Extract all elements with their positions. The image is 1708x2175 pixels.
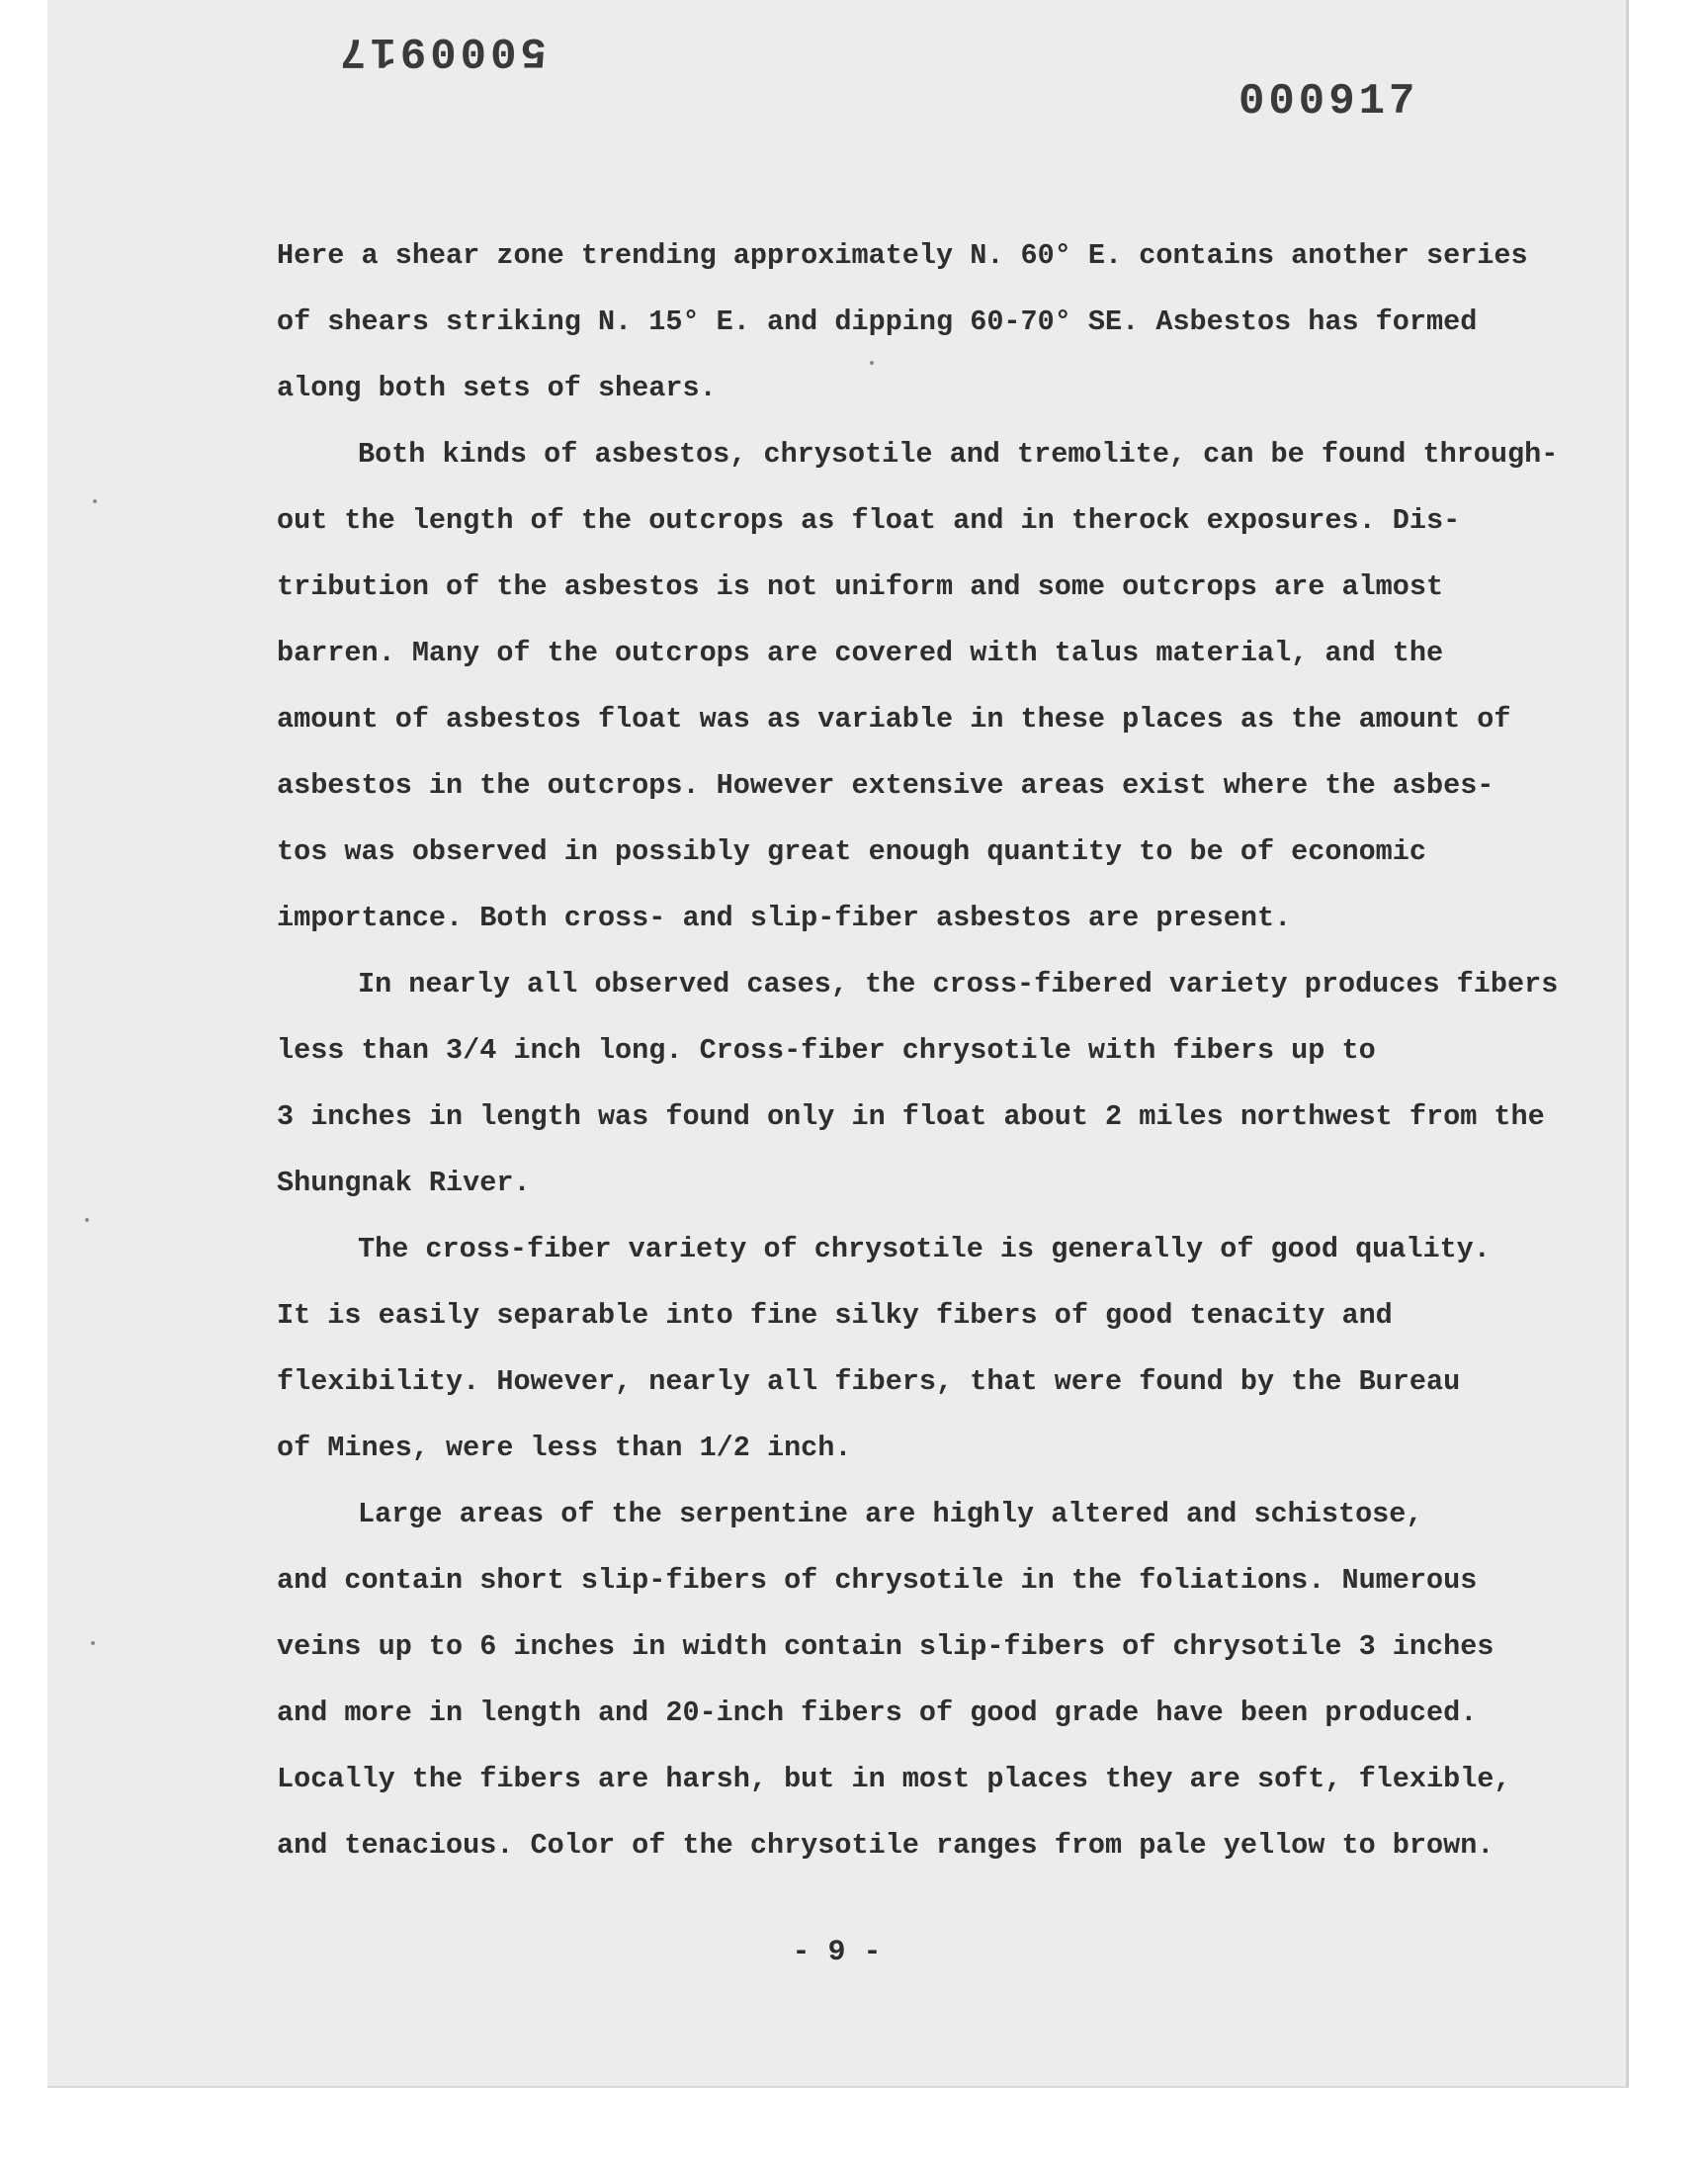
text-line: Both kinds of asbestos, chrysotile and tremolite, can be found through- [358, 438, 1559, 471]
text-line: asbestos in the outcrops. However extensive areas exist where the asbes- [277, 769, 1494, 802]
paragraph-4 [277, 1216, 1601, 1481]
text-line: along both sets of shears. [277, 372, 717, 404]
text-line: amount of asbestos float was as variable in these places as the amount of [277, 703, 1511, 736]
text-line: tribution of the asbestos is not uniform and some outcrops are almost [277, 570, 1444, 603]
body-text [277, 222, 1601, 1878]
text-line: veins up to 6 inches in width contain slip-fibers of chrysotile 3 inches [277, 1630, 1494, 1663]
text-line: barren. Many of the outcrops are covered with talus material, and the [277, 637, 1444, 669]
text-line: and tenacious. Color of the chrysotile ranges from pale yellow to brown. [277, 1829, 1494, 1862]
text-line: less than 3/4 inch long. Cross-fiber chrysotile with fibers up to [277, 1034, 1376, 1067]
document-page [47, 0, 1629, 2088]
text-line: In nearly all observed cases, the cross-fibered variety produces fibers [358, 968, 1559, 1000]
text-line: 3 inches in length was found only in float about 2 miles northwest from the [277, 1100, 1545, 1133]
scan-speck [93, 499, 97, 503]
scan-speck [91, 1641, 95, 1645]
archive-stamp-top: 5000917 [336, 26, 547, 75]
paragraph-2 [277, 421, 1601, 951]
scan-speck [870, 361, 874, 365]
text-line: flexibility. However, nearly all fibers, that were found by the Bureau [277, 1365, 1461, 1398]
paragraph-5 [277, 1481, 1601, 1878]
archive-stamp-right: 000917 [1238, 77, 1419, 127]
text-line: out the length of the outcrops as float and in therock exposures. Dis- [277, 504, 1461, 537]
text-line: of shears striking N. 15° E. and dipping 60-70° SE. Asbestos has formed [277, 305, 1478, 338]
text-line: and more in length and 20-inch fibers of good grade have been produced. [277, 1696, 1478, 1729]
page-number: - 9 - [792, 1936, 882, 1969]
text-line: It is easily separable into fine silky fibers of good tenacity and [277, 1299, 1393, 1332]
text-line: and contain short slip-fibers of chrysotile in the foliations. Numerous [277, 1564, 1478, 1597]
text-line: tos was observed in possibly great enough quantity to be of economic [277, 835, 1426, 868]
text-line: Here a shear zone trending approximately N. 60° E. contains another series [277, 239, 1528, 272]
paragraph-3 [277, 951, 1601, 1216]
text-line: Shungnak River. [277, 1167, 531, 1199]
text-line: Large areas of the serpentine are highly altered and schistose, [358, 1498, 1423, 1530]
text-line: importance. Both cross- and slip-fiber asbestos are present. [277, 902, 1292, 934]
text-line: The cross-fiber variety of chrysotile is generally of good quality. [358, 1233, 1491, 1265]
paragraph-1 [277, 222, 1601, 421]
scan-speck [85, 1218, 89, 1222]
text-line: of Mines, were less than 1/2 inch. [277, 1432, 852, 1464]
text-line: Locally the fibers are harsh, but in most places they are soft, flexible, [277, 1763, 1511, 1795]
